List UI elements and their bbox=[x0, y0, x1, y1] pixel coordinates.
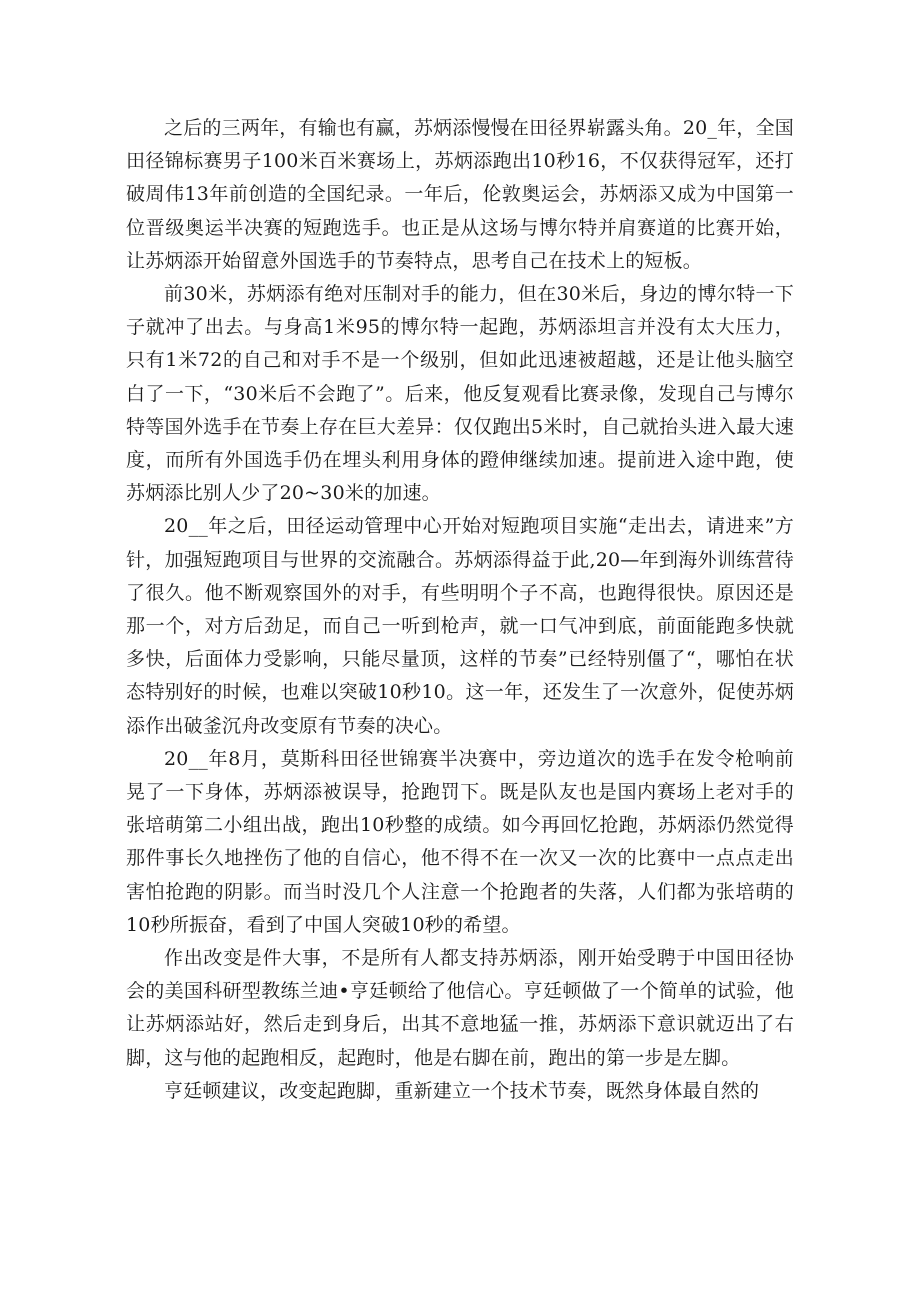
paragraph-6: 亨廷顿建议，改变起跑脚，重新建立一个技术节奏，既然身体最自然的 bbox=[164, 1079, 760, 1102]
article-body bbox=[126, 112, 794, 1108]
paragraph-1: 之后的三两年，有输也有赢，苏炳添慢慢在田径界崭露头角。20_年，全国田径锦标赛男子100米百米赛场上，苏炳添跑出10秒16，不仅获得冠军，还打破周伟13年前创造的全国纪录。一年后，伦敦奥运会，苏炳添又成为中国第一位晋级奥运半决赛的短跑选手。也正是从这场与博尔特并肩赛道的比赛开始，让苏炳添开始留意外国选手的节奏特点，思考自己在技术上的短板。 bbox=[126, 117, 794, 272]
paragraph-2: 前30米，苏炳添有绝对压制对手的能力，但在30米后，身边的博尔特一下子就冲了出去。与身高1米95的博尔特一起跑，苏炳添坦言并没有太大压力，只有1米72的自己和对手不是一个级别，但如此迅速被超越，还是让他头脑空白了一下，“30米后不会跑了”。后来，他反复观看比赛录像，发现自己与博尔特等国外选手在节奏上存在巨大差异：仅仅跑出5米时，自己就抬头进入最大速度，而所有外国选手仍在埋头利用身体的蹬伸继续加速。提前进入途中跑，使苏炳添比别人少了20~30米的加速。 bbox=[126, 283, 794, 505]
paragraph-3: 20__年之后，田径运动管理中心开始对短跑项目实施“走出去，请进来”方针，加强短跑项目与世界的交流融合。苏炳添得益于此,20—年到海外训练营待了很久。他不断观察国外的对手，有些明明个子不高，也跑得很快。原因还是那一个，对方后劲足，而自己一听到枪声，就一口气冲到底，前面能跑多快就多快，后面体力受影响，只能尽量顶，这样的节奏”已经特别僵了“，哪怕在状态特别好的时候，也难以突破10秒10。这一年，还发生了一次意外，促使苏炳添作出破釜沉舟改变原有节奏的决心。 bbox=[126, 515, 794, 737]
paragraph-4: 20__年8月，莫斯科田径世锦赛半决赛中，旁边道次的选手在发令枪响前晃了一下身体，苏炳添被误导，抢跑罚下。既是队友也是国内赛场上老对手的张培萌第二小组出战，跑出10秒整的成绩。如今再回忆抢跑，苏炳添仍然觉得那件事长久地挫伤了他的自信心，他不得不在一次又一次的比赛中一点点走出害怕抢跑的阴影。而当时没几个人注意一个抢跑者的失落，人们都为张培萌的10秒所振奋，看到了中国人突破10秒的希望。 bbox=[126, 747, 794, 936]
paragraph-5: 作出改变是件大事，不是所有人都支持苏炳添，刚开始受聘于中国田径协会的美国科研型教练兰迪•亨廷顿给了他信心。亨廷顿做了一个简单的试验，他让苏炳添站好，然后走到身后，出其不意地猛一推，苏炳添下意识就迈出了右脚，这与他的起跑相反，起跑时，他是右脚在前，跑出的第一步是左脚。 bbox=[126, 947, 794, 1069]
